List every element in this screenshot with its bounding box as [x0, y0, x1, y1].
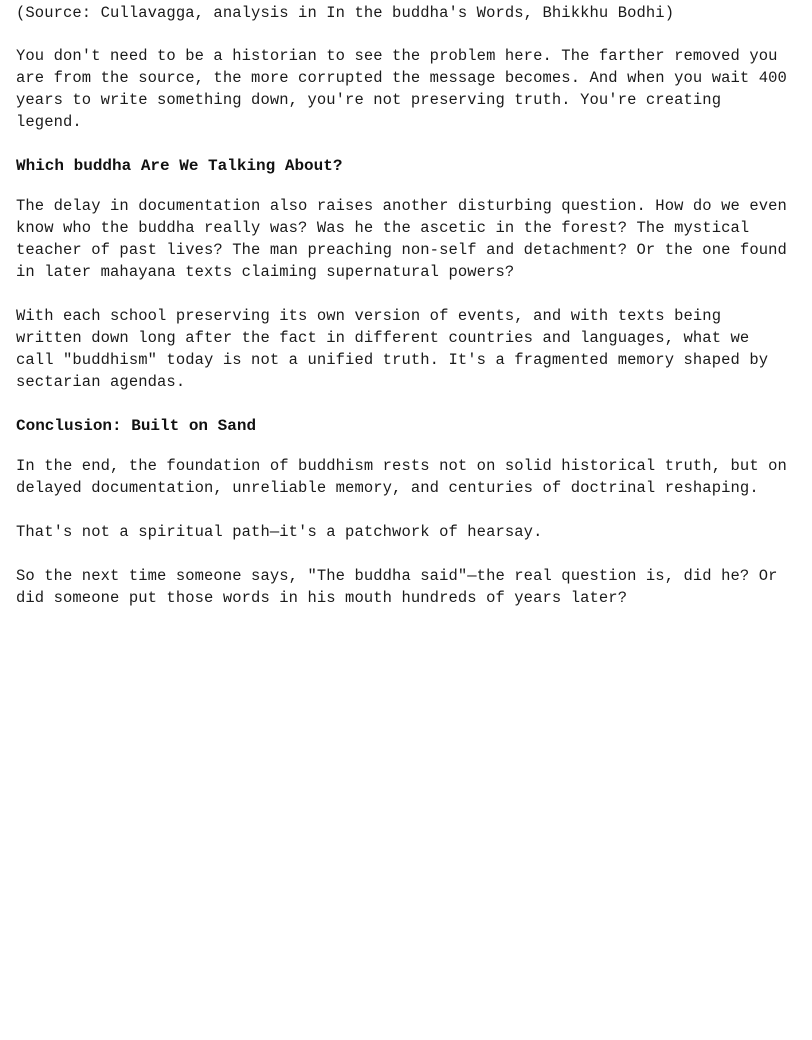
- paragraph-next-time: So the next time someone says, "The buddha said"—the real question is, did he? Or did someone put those words in his mouth hundreds of years later?: [16, 567, 778, 607]
- article-body: [16, 2, 796, 631]
- paragraph-delay-question: The delay in documentation also raises another disturbing question. How do we even know who the buddha really was? Was he the ascetic in the forest? The mystical teacher of past lives? The man preaching non-self and detachment? Or the one found in later mahayana texts claiming supernatural powers?: [16, 197, 787, 281]
- paragraph-historian: You don't need to be a historian to see the problem here. The farther removed you are from the source, the more corrupted the message becomes. And when you wait 400 years to write something down, you're not preserving truth. You're creating legend.: [16, 47, 787, 131]
- section-heading-which-buddha: Which buddha Are We Talking About?: [16, 157, 343, 175]
- section-heading-conclusion: Conclusion: Built on Sand: [16, 417, 257, 435]
- paragraph-patchwork: That's not a spiritual path—it's a patchwork of hearsay.: [16, 523, 543, 541]
- paragraph-foundation: In the end, the foundation of buddhism rests not on solid historical truth, but on delayed documentation, unreliable memory, and centuries of doctrinal reshaping.: [16, 457, 787, 497]
- paragraph-schools: With each school preserving its own version of events, and with texts being written down long after the fact in different countries and languages, what we call "buddhism" today is not a unified truth. It's a fragmented memory shaped by sectarian agendas.: [16, 307, 769, 391]
- source-citation: (Source: Cullavagga, analysis in In the buddha's Words, Bhikkhu Bodhi): [16, 4, 675, 22]
